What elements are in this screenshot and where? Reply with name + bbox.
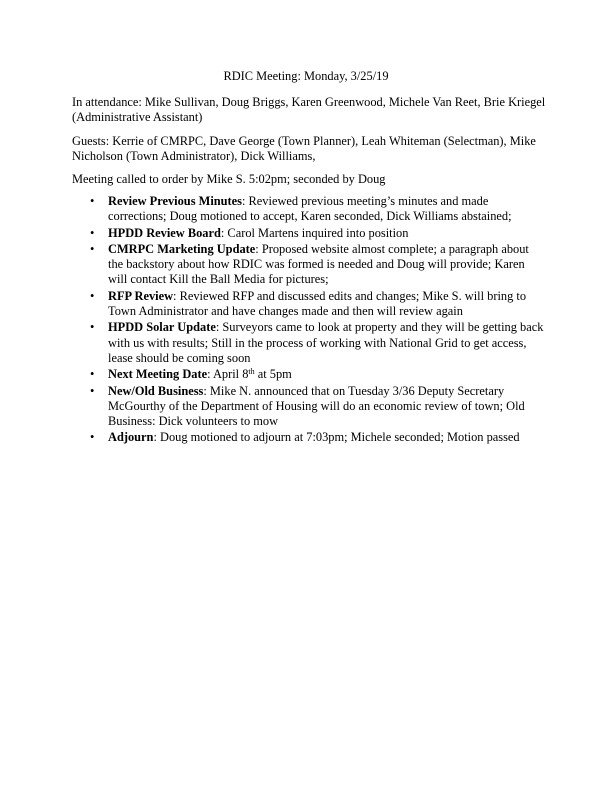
agenda-item-text: : April 8 (207, 367, 249, 382)
attendance-paragraph: In attendance: Mike Sullivan, Doug Briggs, Karen Greenwood, Michele Van Reet, Brie Kriegel (Administrative Assistant) (72, 95, 546, 125)
agenda-item-label: CMRPC Marketing Update (108, 241, 256, 256)
agenda-item-next-meeting-date (72, 367, 547, 382)
bullet-icon: • (90, 320, 95, 335)
agenda-list (72, 194, 547, 447)
agenda-item-text: : Doug motioned to adjourn at 7:03pm; Michele seconded; Motion passed (153, 430, 520, 445)
agenda-item-text: : Mike N. announced that on Tuesday 3/36 Deputy Secretary McGourthy of the Department of Housing will do an economic review of town; Old Business: Dick volunteers to mow (108, 383, 525, 429)
bullet-icon: • (90, 225, 95, 240)
agenda-item-text: : Reviewed RFP and discussed edits and changes; Mike S. will bring to Town Administrator and have changes made and then will review again (108, 288, 527, 319)
agenda-item-cmrpc-marketing-update (72, 242, 547, 288)
agenda-item-label: Review Previous Minutes (108, 194, 242, 208)
call-to-order-paragraph: Meeting called to order by Mike S. 5:02pm; seconded by Doug (72, 172, 386, 186)
agenda-item-label: HPDD Solar Update (108, 320, 216, 335)
bullet-icon: • (90, 241, 95, 256)
agenda-item-adjourn (72, 430, 547, 445)
agenda-item-hpdd-review-board (72, 226, 547, 241)
bullet-icon: • (90, 194, 95, 208)
agenda-item-label: New/Old Business (108, 383, 204, 398)
agenda-item-rfp-review (72, 289, 547, 320)
agenda-item-text: : Reviewed previous meeting’s minutes and made corrections; Doug motioned to accept, Karen seconded, Dick Williams abstained; (108, 194, 512, 224)
bullet-icon: • (90, 367, 95, 382)
agenda-item-hpdd-solar-update (72, 320, 547, 366)
agenda-item-text: : Surveyors came to look at property and they will be getting back with us with results; Still in the process of working with National Grid to get access, lease should be coming soon (108, 320, 544, 365)
bullet-icon: • (90, 383, 95, 398)
agenda-item-label: Next Meeting Date (108, 367, 208, 382)
bullet-icon: • (90, 288, 95, 303)
agenda-item-label: HPDD Review Board (108, 225, 221, 240)
agenda-item-text-after: at 5pm (254, 367, 292, 382)
agenda-item-review-previous-minutes (72, 194, 547, 225)
agenda-item-label: Adjourn (108, 430, 154, 445)
guests-paragraph: Guests: Kerrie of CMRPC, Dave George (Town Planner), Leah Whiteman (Selectman), Mike Nicholson (Town Administrator), Dick Williams, (72, 134, 536, 164)
bullet-icon: • (90, 430, 95, 445)
agenda-item-text: : Proposed website almost complete; a paragraph about the backstory about how RDIC was formed is needed and Doug will provide; Karen will contact Kill the Ball Media for pictures; (108, 241, 529, 287)
meeting-title: RDIC Meeting: Monday, 3/25/19 (223, 69, 389, 83)
agenda-item-label: RFP Review (108, 288, 174, 303)
agenda-item-text: : Carol Martens inquired into position (220, 225, 409, 240)
ordinal-suffix: th (248, 367, 255, 377)
agenda-item-new-old-business (72, 384, 547, 430)
